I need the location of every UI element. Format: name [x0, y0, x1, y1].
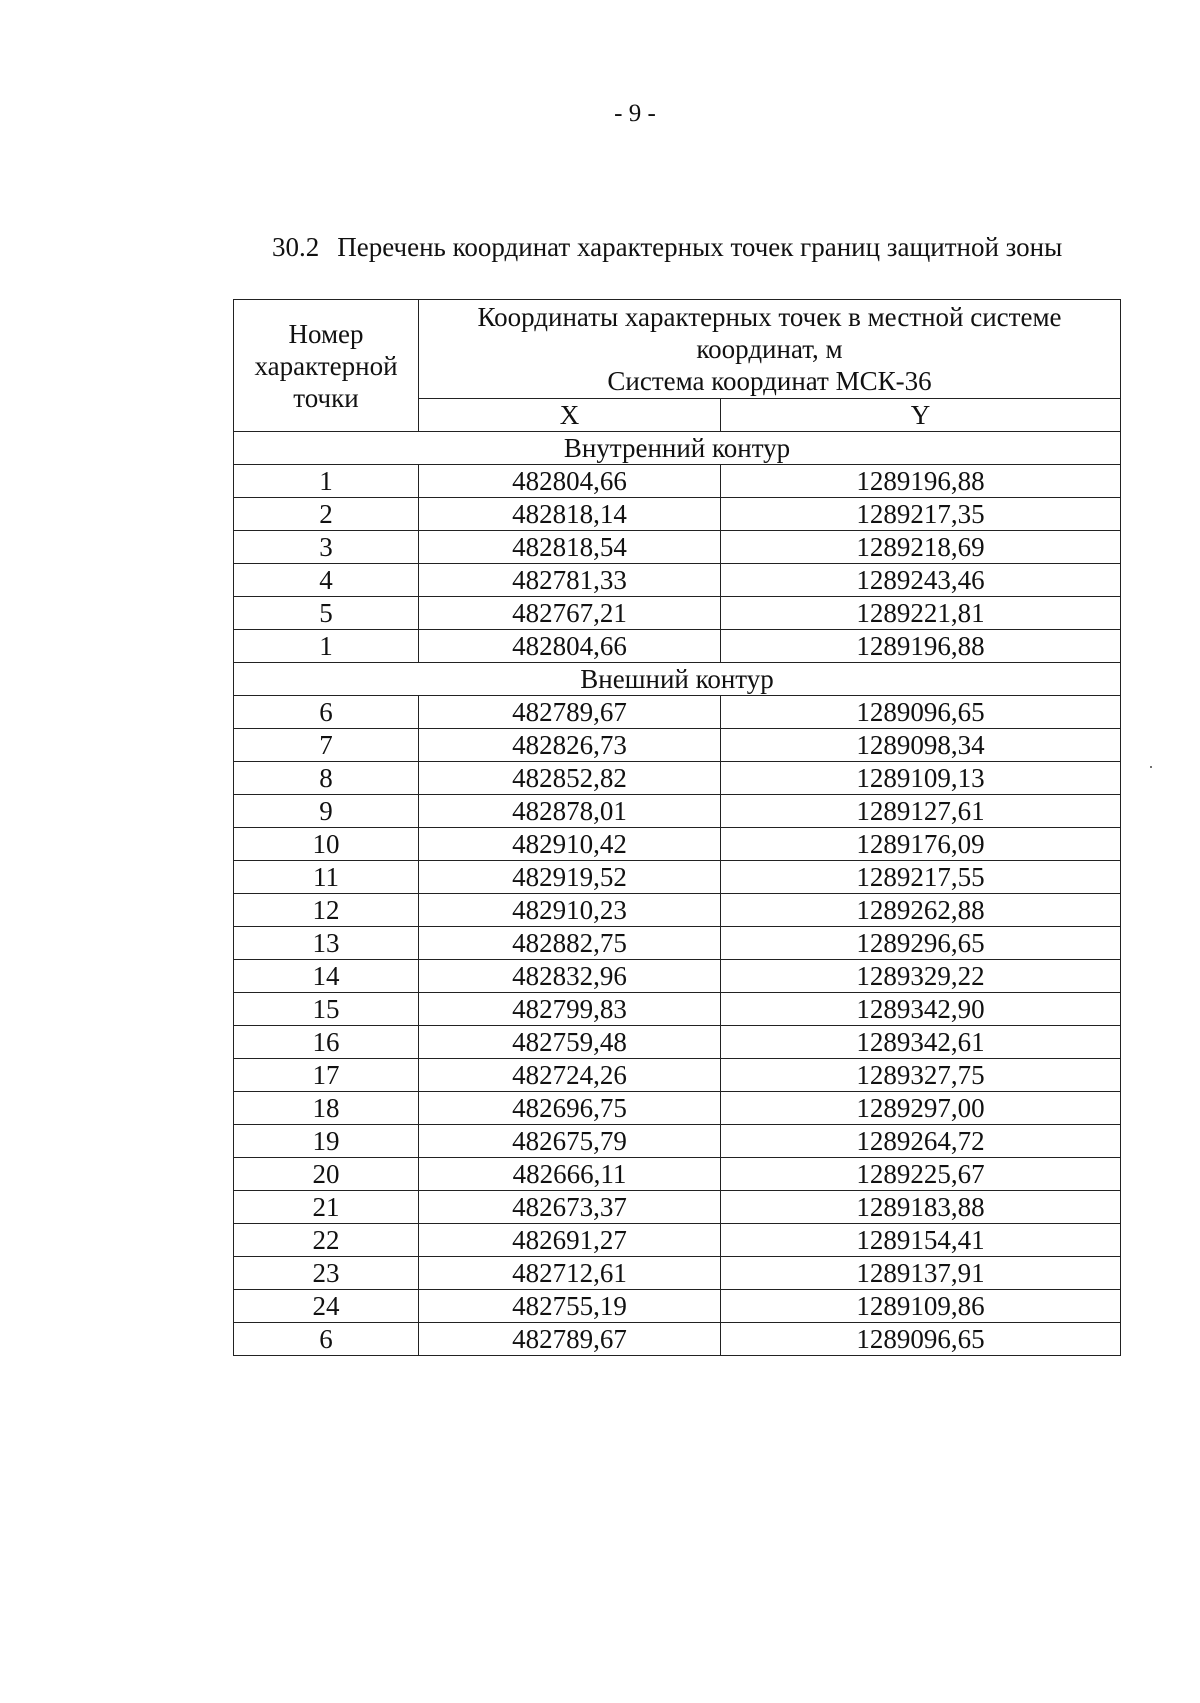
y-coordinate-cell: 1289196,88: [721, 465, 1121, 498]
x-coordinate-cell: 482712,61: [419, 1257, 721, 1290]
point-number-cell: 4: [234, 564, 419, 597]
point-number-cell: 7: [234, 729, 419, 762]
table-row: [234, 1059, 1121, 1092]
y-coordinate-cell: 1289225,67: [721, 1158, 1121, 1191]
y-coordinate-cell: 1289096,65: [721, 696, 1121, 729]
scan-speck: [1150, 766, 1152, 768]
header-y: Y: [721, 399, 1121, 432]
point-number-cell: 22: [234, 1224, 419, 1257]
x-coordinate-cell: 482724,26: [419, 1059, 721, 1092]
y-coordinate-cell: 1289154,41: [721, 1224, 1121, 1257]
table-row: [234, 564, 1121, 597]
point-number-cell: 8: [234, 762, 419, 795]
x-coordinate-cell: 482759,48: [419, 1026, 721, 1059]
point-number-cell: 13: [234, 927, 419, 960]
x-coordinate-cell: 482804,66: [419, 465, 721, 498]
table-row: [234, 1224, 1121, 1257]
x-coordinate-cell: 482696,75: [419, 1092, 721, 1125]
table-body: [234, 432, 1121, 1356]
x-coordinate-cell: 482852,82: [419, 762, 721, 795]
table-row: [234, 498, 1121, 531]
y-coordinate-cell: 1289183,88: [721, 1191, 1121, 1224]
point-number-cell: 19: [234, 1125, 419, 1158]
x-coordinate-cell: 482804,66: [419, 630, 721, 663]
y-coordinate-cell: 1289243,46: [721, 564, 1121, 597]
section-title-cell: Внутренний контур: [234, 432, 1121, 465]
header-point-number: Номер характерной точки: [234, 300, 419, 432]
table-row: [234, 531, 1121, 564]
header-x: X: [419, 399, 721, 432]
table-row: [234, 828, 1121, 861]
point-number-cell: 1: [234, 630, 419, 663]
x-coordinate-cell: 482691,27: [419, 1224, 721, 1257]
y-coordinate-cell: 1289176,09: [721, 828, 1121, 861]
point-number-cell: 11: [234, 861, 419, 894]
y-coordinate-cell: 1289264,72: [721, 1125, 1121, 1158]
point-number-cell: 23: [234, 1257, 419, 1290]
y-coordinate-cell: 1289127,61: [721, 795, 1121, 828]
table-row: [234, 861, 1121, 894]
table-row: [234, 894, 1121, 927]
point-number-cell: 5: [234, 597, 419, 630]
point-number-cell: 14: [234, 960, 419, 993]
x-coordinate-cell: 482910,42: [419, 828, 721, 861]
header-coordinates-description: Координаты характерных точек в местной системе координат, м: [477, 302, 1062, 364]
section-title-cell: Внешний контур: [234, 663, 1121, 696]
header-coordinate-system: Система координат МСК-36: [607, 366, 932, 396]
x-coordinate-cell: 482666,11: [419, 1158, 721, 1191]
x-coordinate-cell: 482781,33: [419, 564, 721, 597]
section-number: 30.2: [272, 232, 320, 262]
table-row: [234, 729, 1121, 762]
y-coordinate-cell: 1289098,34: [721, 729, 1121, 762]
table-row: [234, 1026, 1121, 1059]
table-row: [234, 1257, 1121, 1290]
x-coordinate-cell: 482826,73: [419, 729, 721, 762]
point-number-cell: 10: [234, 828, 419, 861]
y-coordinate-cell: 1289109,86: [721, 1290, 1121, 1323]
point-number-cell: 3: [234, 531, 419, 564]
y-coordinate-cell: 1289296,65: [721, 927, 1121, 960]
x-coordinate-cell: 482818,54: [419, 531, 721, 564]
point-number-cell: 17: [234, 1059, 419, 1092]
table-row: [234, 993, 1121, 1026]
section-row: [234, 432, 1121, 465]
x-coordinate-cell: 482767,21: [419, 597, 721, 630]
x-coordinate-cell: 482789,67: [419, 1323, 721, 1356]
section-title: Перечень координат характерных точек границ защитной зоны: [337, 232, 1063, 262]
point-number-cell: 16: [234, 1026, 419, 1059]
x-coordinate-cell: 482755,19: [419, 1290, 721, 1323]
table-row: [234, 597, 1121, 630]
x-coordinate-cell: 482799,83: [419, 993, 721, 1026]
y-coordinate-cell: 1289329,22: [721, 960, 1121, 993]
y-coordinate-cell: 1289096,65: [721, 1323, 1121, 1356]
point-number-cell: 24: [234, 1290, 419, 1323]
y-coordinate-cell: 1289327,75: [721, 1059, 1121, 1092]
table-row: [234, 1323, 1121, 1356]
point-number-cell: 12: [234, 894, 419, 927]
x-coordinate-cell: 482832,96: [419, 960, 721, 993]
table-row: [234, 1191, 1121, 1224]
page-number: - 9 -: [614, 100, 656, 127]
table-row: [234, 762, 1121, 795]
point-number-cell: 6: [234, 696, 419, 729]
y-coordinate-cell: 1289221,81: [721, 597, 1121, 630]
point-number-cell: 15: [234, 993, 419, 1026]
table-row: [234, 1290, 1121, 1323]
point-number-cell: 1: [234, 465, 419, 498]
point-number-cell: 21: [234, 1191, 419, 1224]
point-number-cell: 20: [234, 1158, 419, 1191]
table-row: [234, 1125, 1121, 1158]
coordinates-table: [233, 299, 1121, 1356]
table-row: [234, 696, 1121, 729]
y-coordinate-cell: 1289342,90: [721, 993, 1121, 1026]
y-coordinate-cell: 1289196,88: [721, 630, 1121, 663]
y-coordinate-cell: 1289109,13: [721, 762, 1121, 795]
x-coordinate-cell: 482818,14: [419, 498, 721, 531]
table-row: [234, 630, 1121, 663]
point-number-cell: 18: [234, 1092, 419, 1125]
x-coordinate-cell: 482919,52: [419, 861, 721, 894]
table-row: [234, 960, 1121, 993]
y-coordinate-cell: 1289137,91: [721, 1257, 1121, 1290]
x-coordinate-cell: 482675,79: [419, 1125, 721, 1158]
y-coordinate-cell: 1289217,35: [721, 498, 1121, 531]
x-coordinate-cell: 482673,37: [419, 1191, 721, 1224]
table-row: [234, 1158, 1121, 1191]
table-row: [234, 927, 1121, 960]
y-coordinate-cell: 1289217,55: [721, 861, 1121, 894]
y-coordinate-cell: 1289297,00: [721, 1092, 1121, 1125]
y-coordinate-cell: 1289342,61: [721, 1026, 1121, 1059]
x-coordinate-cell: 482878,01: [419, 795, 721, 828]
header-coordinates: [419, 300, 1121, 399]
point-number-cell: 9: [234, 795, 419, 828]
table-row: [234, 795, 1121, 828]
section-heading: [272, 232, 1062, 263]
y-coordinate-cell: 1289218,69: [721, 531, 1121, 564]
point-number-cell: 2: [234, 498, 419, 531]
table-row: [234, 465, 1121, 498]
point-number-cell: 6: [234, 1323, 419, 1356]
x-coordinate-cell: 482882,75: [419, 927, 721, 960]
section-row: [234, 663, 1121, 696]
y-coordinate-cell: 1289262,88: [721, 894, 1121, 927]
x-coordinate-cell: 482789,67: [419, 696, 721, 729]
table-row: [234, 1092, 1121, 1125]
x-coordinate-cell: 482910,23: [419, 894, 721, 927]
